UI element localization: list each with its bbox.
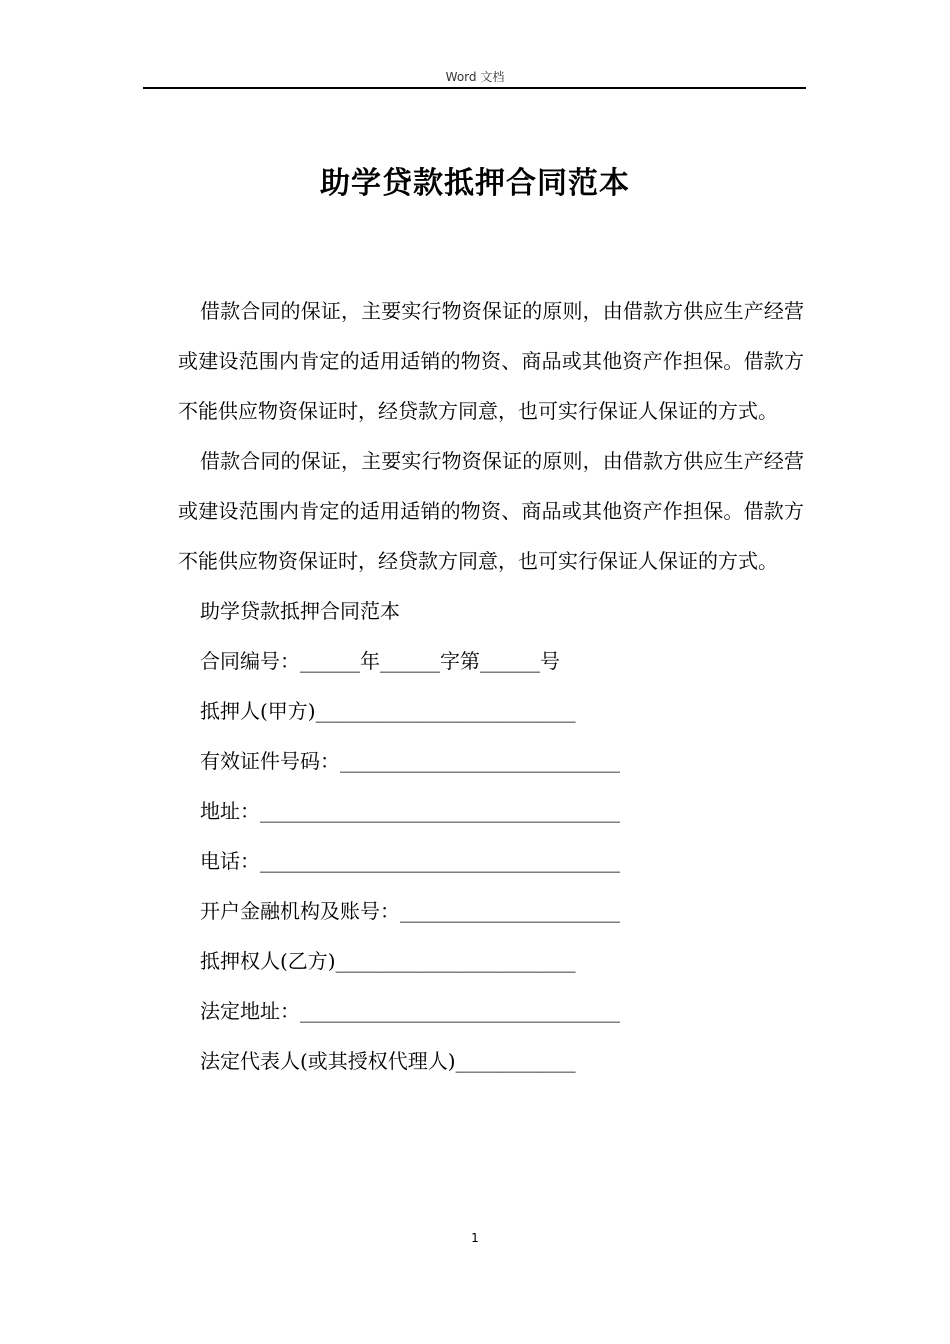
id-number-line: 有效证件号码：____________________________: [200, 749, 620, 773]
bank-account-line: 开户金融机构及账号：______________________: [200, 899, 620, 923]
body-paragraph: 借款合同的保证，主要实行物资保证的原则，由借款方供应生产经营或建设范围内肯定的适用适销的物资、商品或其他资产作担保。借款方不能供应物资保证时，经贷款方同意，也可实行保证人保证的方式。: [178, 299, 804, 423]
legal-representative-line: 法定代表人(或其授权代理人)____________: [200, 1049, 576, 1073]
address-line: 地址：____________________________________: [200, 799, 620, 823]
mortgagor-line: 抵押人(甲方)__________________________: [200, 699, 576, 723]
legal-address-line: 法定地址：________________________________: [200, 999, 620, 1023]
document-title: 助学贷款抵押合同范本: [320, 166, 630, 201]
mortgagee-line: 抵押权人(乙方)________________________: [200, 949, 576, 973]
document-body: [178, 286, 804, 1086]
header-divider: [143, 87, 806, 89]
contract-number-line: 合同编号：______年______字第______号: [200, 649, 560, 673]
body-paragraph: 借款合同的保证，主要实行物资保证的原则，由借款方供应生产经营或建设范围内肯定的适用适销的物资、商品或其他资产作担保。借款方不能供应物资保证时，经贷款方同意，也可实行保证人保证的方式。: [178, 449, 804, 573]
section-heading: 助学贷款抵押合同范本: [200, 599, 400, 623]
phone-line: 电话：____________________________________: [200, 849, 620, 873]
page-header: Word 文档: [445, 70, 505, 84]
page-number: 1: [471, 1231, 479, 1245]
